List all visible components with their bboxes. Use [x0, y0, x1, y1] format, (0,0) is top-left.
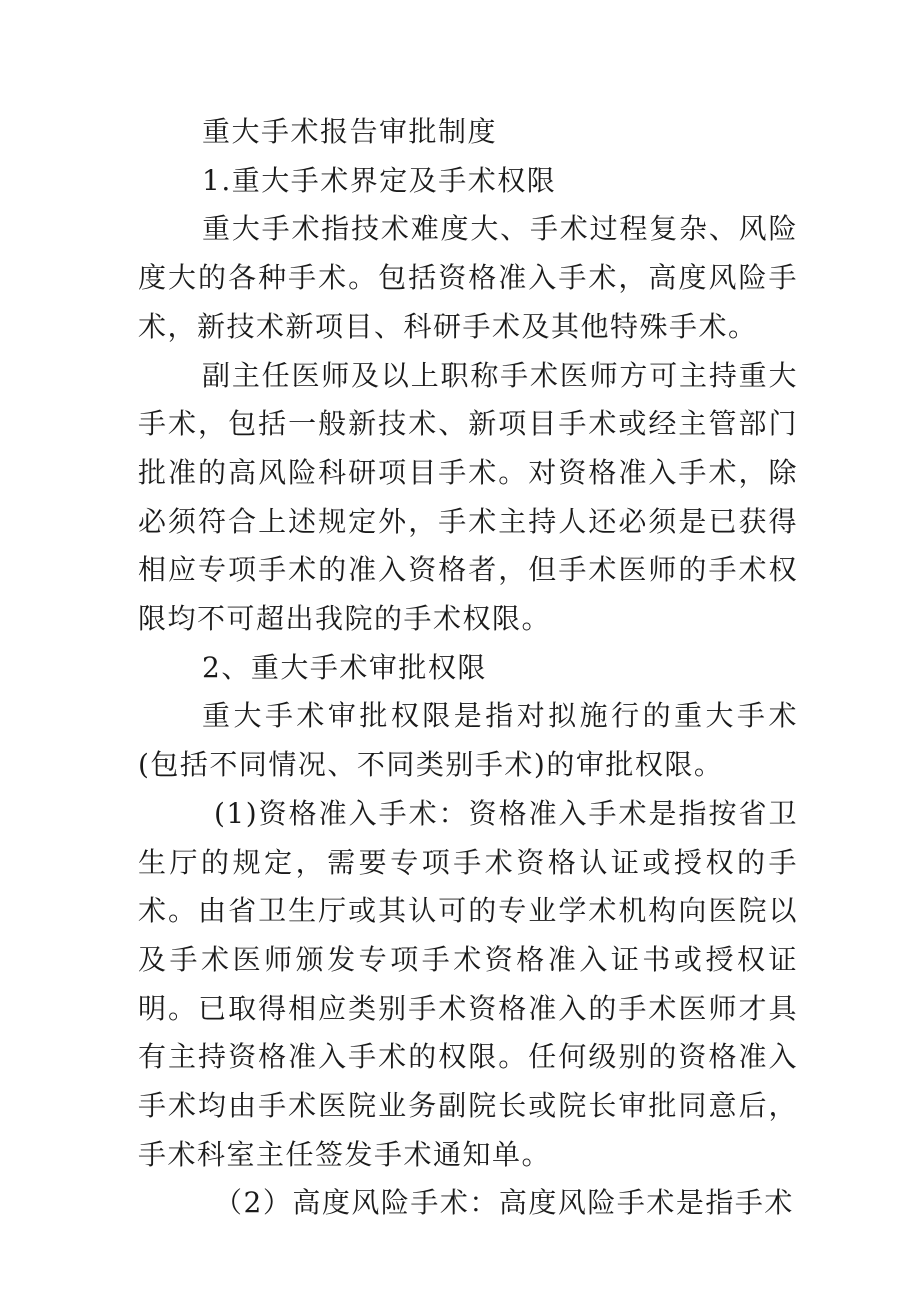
paragraph-qualified-surgery: (1)资格准入手术：资格准入手术是指按省卫生厅的规定，需要专项手术资格认证或授权的手术。由省卫生厅或其认可的专业学术机构向医院以及手术医师颁发专项手术资格准入证书或授权证明。已取得相应类别手术资格准入的手术医师才具有主持资格准入手术的权限。任何级别的资格准入手术均由手术医院业务副院长或院长审批同意后，手术科室主任签发手术通知单。	[138, 796, 798, 1171]
document-body	[138, 108, 798, 1228]
section-2-heading: 2、重大手术审批权限	[202, 650, 487, 684]
paragraph-approval-scope: 重大手术审批权限是指对拟施行的重大手术(包括不同情况、不同类别手术)的审批权限。	[138, 699, 798, 782]
document-title: 重大手术报告审批制度	[202, 115, 498, 148]
paragraph-high-risk-surgery: （2）高度风险手术：高度风险手术是指手术	[214, 1186, 794, 1220]
paragraph-authority: 副主任医师及以上职称手术医师方可主持重大手术，包括一般新技术、新项目手术或经主管部门批准的高风险科研项目手术。对资格准入手术，除必须符合上述规定外，手术主持人还必须是已获得相应专项手术的准入资格者，但手术医师的手术权限均不可超出我院的手术权限。	[138, 358, 798, 636]
paragraph-definition: 重大手术指技术难度大、手术过程复杂、风险度大的各种手术。包括资格准入手术，高度风险手术，新技术新项目、科研手术及其他特殊手术。	[138, 212, 798, 343]
section-1-heading: 1.重大手术界定及手术权限	[202, 163, 557, 197]
